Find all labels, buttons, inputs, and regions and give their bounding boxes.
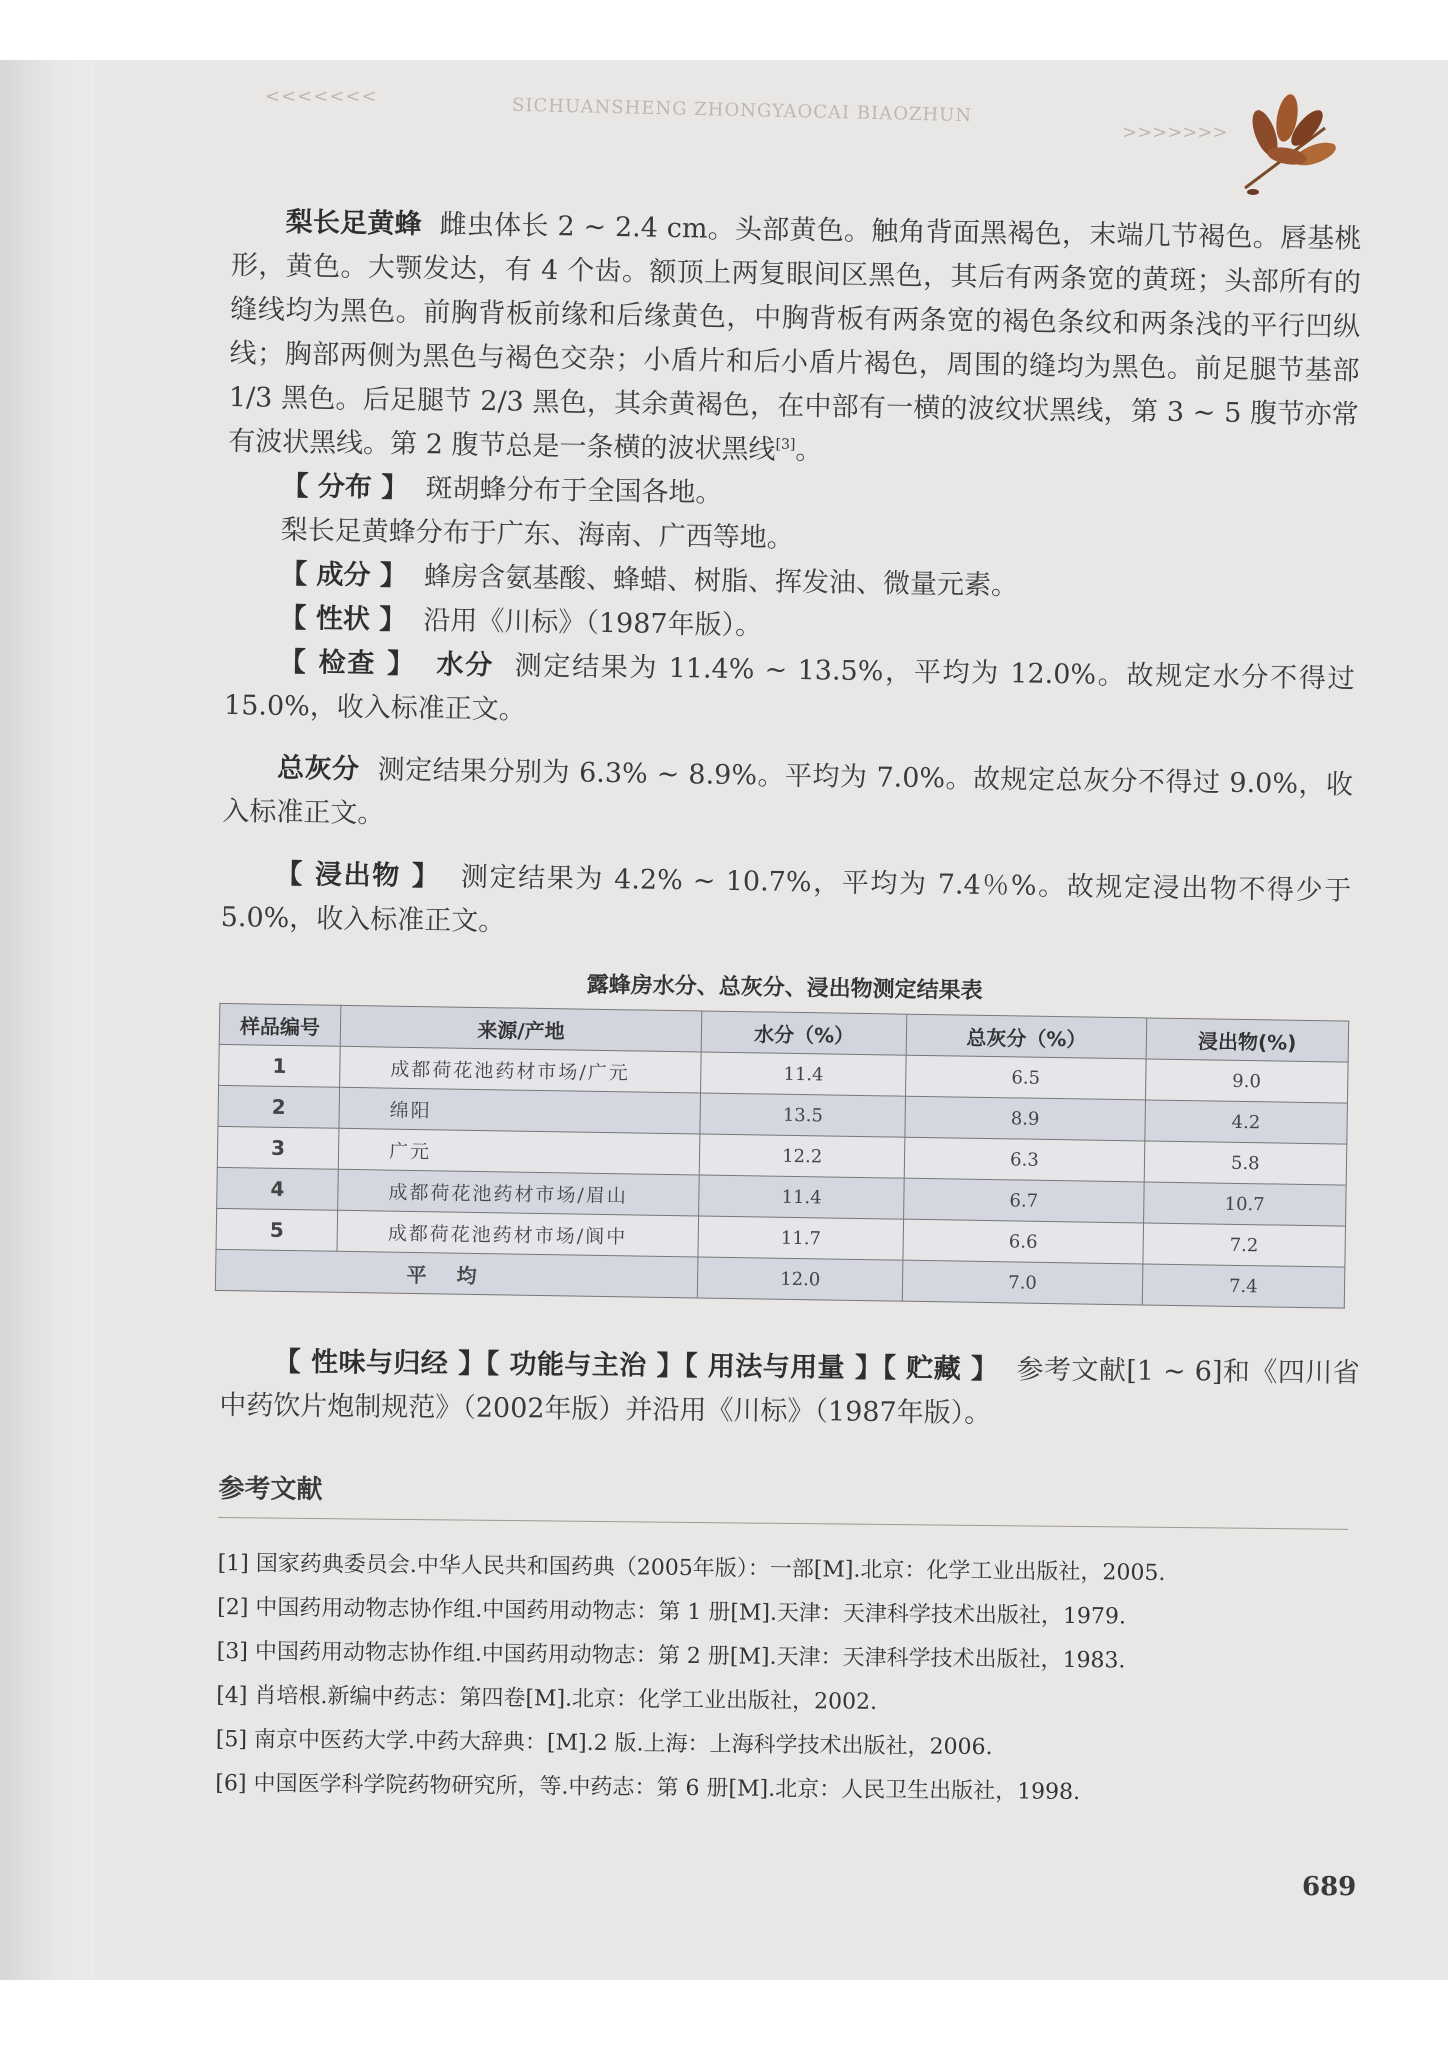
- table-title: 露蜂房水分、总灰分、浸出物测定结果表: [586, 972, 983, 1004]
- species-term: 梨长足黄蜂: [285, 206, 423, 240]
- average-extract: 7.4: [1142, 1264, 1345, 1308]
- examination-tag: 【 检查 】: [278, 646, 417, 680]
- spine-shadow: [0, 60, 95, 1980]
- page-number: 689: [1302, 1872, 1357, 1902]
- closing-tags: 【 性味与归经 】【 功能与主治 】【 用法与用量 】【 贮藏 】: [273, 1346, 999, 1386]
- reference-item: [2] 中国药用动物志协作组.中国药用动物志：第 1 册[M].天津：天津科学技术出版社，1979.: [217, 1594, 1127, 1630]
- references-heading: 参考文献: [218, 1473, 323, 1506]
- cell-source: 成都荷花池药材市场/阆中: [337, 1210, 699, 1257]
- cell-source: 成都荷花池药材市场/广元: [340, 1046, 702, 1093]
- distribution-tag: 【 分布 】: [281, 470, 409, 504]
- cell-source: 广元: [338, 1128, 700, 1175]
- extract-text: 测定结果为 4.2% ~ 10.7%，平均为 7.4％%。故规定浸出物不得少于 5.0%，收入标准正文。: [220, 861, 1352, 938]
- results-table: [215, 1003, 1349, 1309]
- cell-moisture: 13.5: [700, 1093, 906, 1137]
- header-total-ash: 总灰分（%）: [906, 1014, 1146, 1059]
- cell-extract: 7.2: [1142, 1223, 1345, 1267]
- reference-item: [5] 南京中医药大学.中药大辞典：[M].2 版.上海：上海科学技术出版社，2006.: [215, 1726, 993, 1761]
- extract-paragraph: [220, 852, 1351, 958]
- cell-moisture: 11.4: [699, 1175, 905, 1219]
- ash-text: 测定结果分别为 6.3% ~ 8.9%。平均为 7.0%。故规定总灰分不得过 9.0%，收入标准正文。: [222, 754, 1354, 830]
- cell-extract: 4.2: [1144, 1100, 1347, 1144]
- distribution-text-1: 斑胡蜂分布于全国各地。: [425, 473, 723, 509]
- description-end: 。: [795, 434, 823, 467]
- cell-id: 2: [218, 1085, 340, 1128]
- header-moisture: 水分（%）: [701, 1011, 907, 1055]
- cell-extract: 9.0: [1145, 1059, 1348, 1103]
- leaf-logo-icon: [1225, 88, 1345, 208]
- moisture-text: 测定结果为 11.4% ~ 13.5%，平均为 12.0%。故规定水分不得过 15.0%，收入标准正文。: [223, 650, 1355, 726]
- reference-item: [4] 肖培根.新编中药志：第四卷[M].北京：化学工业出版社，2002.: [216, 1682, 878, 1715]
- extract-tag: 【 浸出物 】: [275, 858, 441, 893]
- header-sample-id: 样品编号: [219, 1003, 341, 1046]
- cell-id: 5: [216, 1208, 338, 1251]
- description-text: 雌虫体长 2 ~ 2.4 cm。头部黄色。触角背面黑褐色，末端几节褐色。唇基桃形，黄色。大颚发达，有 4 个齿。额顶上两复眼间区黑色，其后有两条宽的黄斑；头部所有的缝线均为黑色。前胸背板前缘和后缘黄色，中胸背板有两条宽的褐色条纹和两条浅的平行凹纵线；胸部两侧为黑色与褐色交杂；小盾片和后小盾片褐色，周围的缝均为黑色。前足腿节基部 1/3 黑色。后足腿节 2/3 黑色，其余黄褐色，在中部有一横的波纹状黑线，第 3 ~ 5 腹节亦常有波状黑线。第 2 腹节总是一条横的波状黑线: [227, 209, 1362, 466]
- characteristics-text: 沿用《川标》（1987年版）。: [423, 605, 763, 642]
- average-moisture: 12.0: [697, 1257, 903, 1301]
- average-label: 平均: [215, 1249, 698, 1298]
- cell-ash: 6.7: [904, 1178, 1144, 1223]
- composition-tag: 【 成分 】: [279, 558, 408, 592]
- description-paragraph: [228, 200, 1362, 482]
- cell-ash: 6.6: [903, 1219, 1143, 1264]
- cell-moisture: 12.2: [699, 1134, 905, 1178]
- header-source: 来源/产地: [340, 1005, 702, 1052]
- cell-moisture: 11.4: [701, 1052, 907, 1096]
- running-header-title: SICHUANSHENG ZHONGYAOCAI BIAOZHUN: [511, 94, 973, 127]
- characteristics-tag: 【 性状 】: [279, 602, 407, 636]
- closing-text: 参考文献[1 ~ 6]和《四川省中药饮片炮制规范》（2002年版）并沿用《川标》（1987年版）。: [219, 1354, 1360, 1430]
- cell-extract: 10.7: [1143, 1182, 1346, 1226]
- cell-id: 1: [219, 1044, 341, 1087]
- distribution-text-2: 梨长足黄蜂分布于广东、海南、广西等地。: [280, 514, 794, 554]
- moisture-term: 水分: [436, 649, 495, 682]
- cell-id: 4: [217, 1167, 339, 1210]
- ash-term: 总灰分: [276, 752, 360, 786]
- reference-item: [3] 中国药用动物志协作组.中国药用动物志：第 2 册[M].天津：天津科学技术出版社，1983.: [216, 1638, 1126, 1674]
- header-arrows-right: >>>>>>>: [1122, 122, 1228, 143]
- secondary-content: [215, 1340, 1360, 1818]
- cell-source: 成都荷花池药材市场/眉山: [338, 1169, 700, 1216]
- cell-moisture: 11.7: [698, 1216, 904, 1260]
- header-extract: 浸出物(%): [1146, 1018, 1349, 1062]
- cell-ash: 8.9: [905, 1096, 1145, 1141]
- cell-id: 3: [217, 1126, 339, 1169]
- main-content: [215, 200, 1362, 1309]
- reference-item: [1] 国家药典委员会.中华人民共和国药典（2005年版）：一部[M].北京：化学工业出版社，2005.: [217, 1550, 1166, 1586]
- header-arrows-left: <<<<<<<: [265, 86, 378, 107]
- cell-source: 绵阳: [339, 1087, 701, 1134]
- references-divider: [218, 1517, 1348, 1530]
- cell-ash: 6.5: [906, 1055, 1146, 1100]
- cell-ash: 6.3: [905, 1137, 1145, 1182]
- cell-extract: 5.8: [1144, 1141, 1347, 1185]
- reference-item: [6] 中国医学科学院药物研究所，等.中药志：第 6 册[M].北京：人民卫生出版社，1998.: [215, 1770, 1081, 1806]
- moisture-paragraph: [224, 640, 1355, 746]
- composition-text: 蜂房含氨基酸、蜂蜡、树脂、挥发油、微量元素。: [423, 561, 1019, 602]
- citation-superscript: [3]: [775, 436, 796, 453]
- average-ash: 7.0: [903, 1260, 1143, 1305]
- closing-paragraph: [219, 1340, 1360, 1440]
- book-page: [0, 60, 1448, 1980]
- ash-paragraph: [222, 746, 1353, 852]
